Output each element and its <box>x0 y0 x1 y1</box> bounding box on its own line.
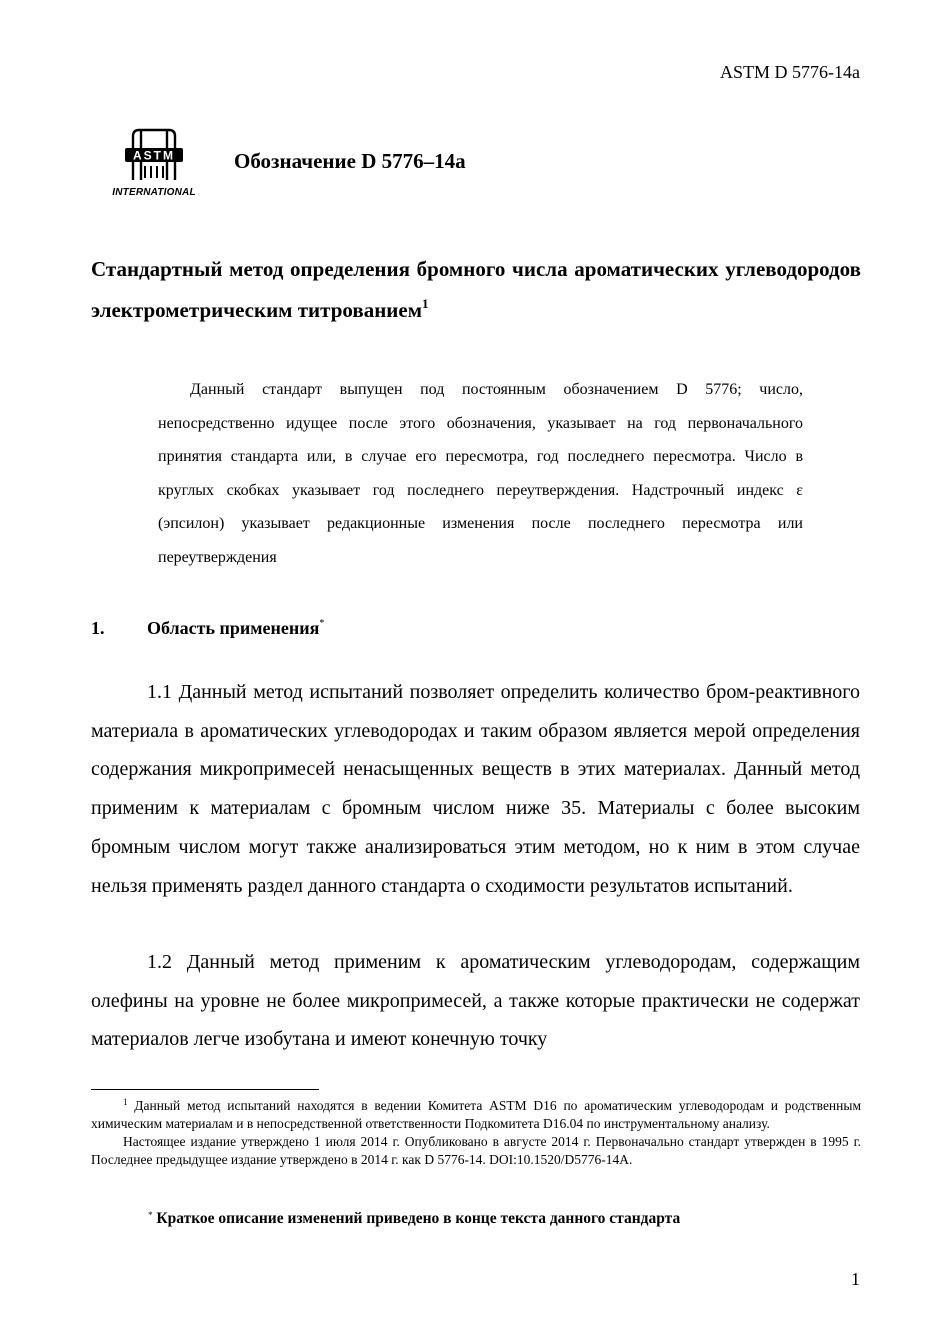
page-number: 1 <box>851 1269 860 1289</box>
astm-emblem-icon <box>111 126 197 184</box>
title-footnote-marker: 1 <box>422 296 429 311</box>
footnote-separator <box>91 1089 319 1090</box>
footnote-star-text: Краткое описание изменений приведено в конце текста данного стандарта <box>156 1210 681 1227</box>
paragraph-1-2: 1.2 Данный метод применим к ароматическим углеводородам, содержащим олефины на уровне не более микропримесей, а также которые практически не содержат материалов легче изобутана и имеют конечную точку <box>91 951 860 1051</box>
footnote-edition: Настоящее издание утверждено 1 июля 2014 г. Опубликовано в августе 2014 г. Первоначально стандарт утвержден в 1995 г. Последнее предыдущее издание утверждено в 2014 г. как D 5776-14. DOI:10.1520/D5776-14A. <box>91 1134 861 1167</box>
footnotes <box>91 1097 861 1169</box>
footnote-star <box>148 1210 680 1228</box>
standard-notice: Данный стандарт выпущен под постоянным обозначением D 5776; число, непосредственно идущее после этого обозначения, указывает на год первоначального принятия стандарта или, в случае его пересмотра, год последнего пересмотра. Число в круглых скобках указывает год последнего переутверждения. Надстрочный индекс ε (эпсилон) указывает редакционные изменения после последнего пересмотра или переутверждения <box>158 381 803 566</box>
svg-text:ASTM: ASTM <box>133 148 175 163</box>
document-code-header: ASTM D 5776-14a <box>720 62 860 82</box>
paragraph-1-1: 1.1 Данный метод испытаний позволяет определить количество бром-реактивного материала в ароматических углеводородах и таким образом является мерой определения содержания микропримесей ненасыщенных веществ в этих материалах. Данный метод применим к материалам с бромным числом ниже 35. Материалы с более высоким бромным числом могут также анализироваться этим методом, но к ним в этом случае нельзя применять раздел данного стандарта о сходимости результатов испытаний. <box>91 681 860 897</box>
footnote-1-marker: 1 <box>123 1097 128 1107</box>
logo-wordmark: INTERNATIONAL <box>112 187 196 198</box>
footnote-star-marker: * <box>148 1210 153 1220</box>
section-footnote-marker: * <box>319 618 325 629</box>
section-number: 1. <box>91 618 105 638</box>
standard-designation: Обозначение D 5776–14a <box>234 149 466 173</box>
document-title <box>91 249 861 331</box>
section-title: Область применения <box>147 618 320 638</box>
astm-logo-icon <box>111 126 197 198</box>
section-heading <box>91 618 324 639</box>
footnote-1 <box>91 1097 861 1133</box>
document-title-text: Стандартный метод определения бромного числа ароматических углеводородов электрометрическим титрованием <box>91 257 861 322</box>
footnote-1-text: Данный метод испытаний находятся в ведении Комитета ASTM D16 по ароматическим углеводородам и родственным химическим материалам и в непосредственной ответственности Подкомитета D16.04 по инструментальному анализу. <box>91 1098 861 1131</box>
